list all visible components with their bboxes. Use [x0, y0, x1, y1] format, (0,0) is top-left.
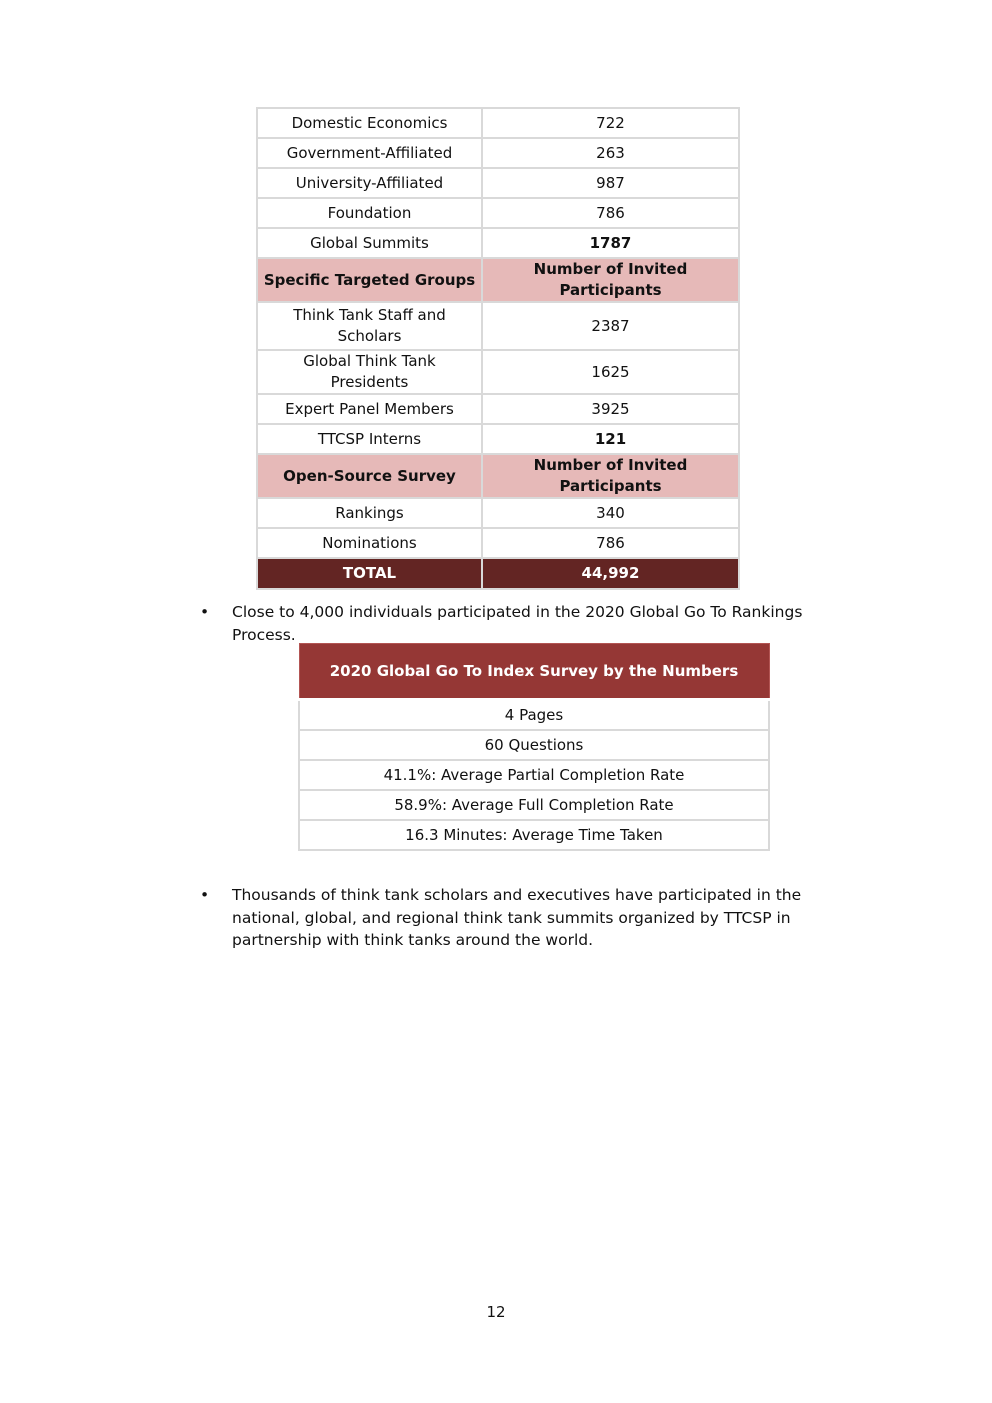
header-cell: Specific Targeted Groups — [257, 258, 482, 302]
group-cell: Foundation — [257, 198, 482, 228]
survey-stat: 60 Questions — [299, 730, 769, 760]
group-cell: Global Think Tank Presidents — [257, 350, 482, 394]
group-cell: Government-Affiliated — [257, 138, 482, 168]
group-cell: University-Affiliated — [257, 168, 482, 198]
count-cell: 2387 — [482, 302, 739, 350]
total-label: TOTAL — [257, 558, 482, 589]
table-row — [299, 700, 769, 731]
table-row — [257, 302, 739, 350]
table-row — [257, 394, 739, 424]
table-row — [257, 350, 739, 394]
table-row — [257, 424, 739, 454]
table-row — [257, 198, 739, 228]
page-number: 12 — [486, 1303, 506, 1321]
survey-stat: 41.1%: Average Partial Completion Rate — [299, 760, 769, 790]
count-cell: 1625 — [482, 350, 739, 394]
survey-stat: 4 Pages — [299, 700, 769, 731]
survey-title: 2020 Global Go To Index Survey by the Numbers — [299, 644, 769, 700]
group-cell: TTCSP Interns — [257, 424, 482, 454]
count-cell: 1787 — [482, 228, 739, 258]
header-cell: Number of Invited Participants — [482, 454, 739, 498]
count-cell: 722 — [482, 108, 739, 138]
table-row — [299, 790, 769, 820]
participants-table — [256, 107, 740, 590]
bullet-icon: • — [200, 603, 210, 621]
survey-header-row — [299, 644, 769, 700]
total-count: 44,992 — [482, 558, 739, 589]
table-row — [257, 168, 739, 198]
table-row — [257, 108, 739, 138]
group-cell: Think Tank Staff and Scholars — [257, 302, 482, 350]
table-row — [257, 498, 739, 528]
open-source-header — [257, 454, 739, 498]
bullet-icon: • — [200, 886, 210, 904]
survey-numbers-table — [298, 643, 770, 851]
count-cell: 340 — [482, 498, 739, 528]
count-cell: 786 — [482, 528, 739, 558]
count-cell: 786 — [482, 198, 739, 228]
table-row — [257, 138, 739, 168]
count-cell: 3925 — [482, 394, 739, 424]
group-cell: Domestic Economics — [257, 108, 482, 138]
bullet-text: Thousands of think tank scholars and executives have participated in the national, global, and regional think tank summits organized by TTCSP in partnership with think tanks around the world. — [232, 886, 802, 949]
count-cell: 121 — [482, 424, 739, 454]
table-row — [257, 228, 739, 258]
table-row — [257, 528, 739, 558]
table-row — [299, 820, 769, 850]
count-cell: 987 — [482, 168, 739, 198]
survey-stat: 16.3 Minutes: Average Time Taken — [299, 820, 769, 850]
group-cell: Rankings — [257, 498, 482, 528]
count-cell: 263 — [482, 138, 739, 168]
group-cell: Expert Panel Members — [257, 394, 482, 424]
header-cell: Open-Source Survey — [257, 454, 482, 498]
header-cell: Number of Invited Participants — [482, 258, 739, 302]
targeted-groups-header — [257, 258, 739, 302]
table-row — [299, 730, 769, 760]
group-cell: Global Summits — [257, 228, 482, 258]
group-cell: Nominations — [257, 528, 482, 558]
bullet-text: Close to 4,000 individuals participated in the 2020 Global Go To Rankings Process. — [232, 603, 803, 644]
table-row — [299, 760, 769, 790]
total-row — [257, 558, 739, 589]
survey-stat: 58.9%: Average Full Completion Rate — [299, 790, 769, 820]
